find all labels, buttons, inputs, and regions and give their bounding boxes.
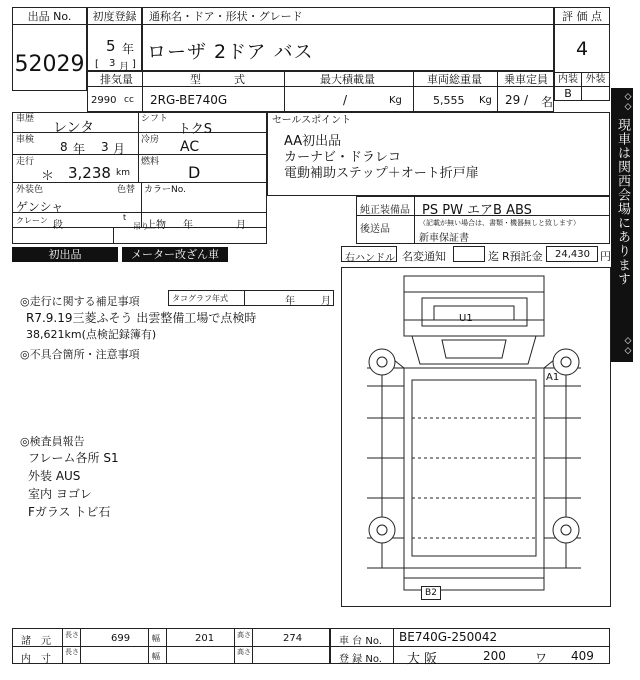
registration-kana: ワ — [535, 651, 548, 665]
color-change-label: 色替 — [117, 185, 136, 195]
sales-point-box — [267, 112, 610, 196]
month-unit: 月 — [119, 62, 129, 73]
year-unit: 年 — [122, 42, 135, 56]
r-estimate-unit: 円 — [600, 250, 611, 263]
inspector-line-2: 外装 AUS — [28, 469, 81, 483]
driving-line-1: R7.9.19三菱ふそう 出雲整備工場で点検時 — [26, 311, 257, 325]
gross-weight-value: 5,555 — [433, 94, 465, 107]
type-code: 2RG-BE740G — [150, 93, 228, 107]
capacity-sep: / — [524, 93, 529, 107]
inspection-month: 3 — [101, 140, 109, 154]
bus-outline-svg — [342, 268, 610, 606]
history-label: 車歴 — [16, 114, 35, 124]
footer-dims — [12, 628, 330, 664]
max-load-unit: Kg — [389, 95, 402, 106]
length-label: 長さ — [65, 631, 79, 639]
rhd-label: 右ハンドル — [345, 253, 395, 264]
inner-height-label: 高さ — [237, 648, 251, 656]
venue-banner — [611, 88, 633, 362]
deck-label: 上物 — [146, 220, 166, 231]
capacity-value: 29 — [505, 93, 521, 107]
max-load-value: / — [343, 93, 348, 107]
odometer-tampered-badge: メーター改ざん車 — [122, 247, 228, 262]
venue-banner-bottom: ◇◇ — [611, 336, 633, 356]
name-change-label: 名変通知 — [402, 250, 446, 263]
venue-banner-top: ◇◇ — [611, 92, 633, 112]
first-reg-label: 初度登録 — [88, 8, 141, 25]
sales-line-1: AA初出品 — [284, 134, 342, 149]
damage-mark-a1: A1 — [546, 372, 560, 383]
color-label: 外装色 — [16, 185, 44, 195]
type-label: 型 式 — [190, 73, 245, 86]
accessories-value: 新車保証書 — [419, 233, 469, 244]
vehicle-diagram — [341, 267, 611, 607]
history-block — [12, 112, 267, 244]
lot-box — [12, 7, 87, 91]
inspector-line-1: フレーム各所 S1 — [28, 451, 119, 465]
inspector-line-3: 室内 ヨゴレ — [28, 487, 92, 501]
accessories-note: （記載が無い場合は、書類・機器無しと致します） — [419, 219, 580, 227]
registration-label: 登 録 No. — [339, 654, 382, 665]
crane-ton-unit: t — [123, 213, 127, 222]
inspector-line-4: Fガラス トビ石 — [28, 505, 111, 519]
lot-number: 52029 — [14, 52, 85, 77]
until-label: 迄 — [488, 250, 499, 263]
model-label: 通称名・ドア・形状・グレード — [143, 8, 553, 25]
first-reg-year: 5 — [106, 37, 116, 55]
history-value: レンタ — [53, 120, 95, 136]
ac-label: 冷房 — [141, 135, 160, 145]
inner-dims-label: 内 寸 — [21, 654, 51, 665]
accessories-label: 後送品 — [360, 224, 390, 235]
driving-line-2: 38,621km(点検記録簿有) — [26, 328, 157, 341]
mileage-unit: km — [116, 168, 130, 178]
interior-label: 内装 — [555, 72, 582, 86]
fuel-label: 燃料 — [141, 157, 160, 167]
width-label: 幅 — [152, 634, 160, 643]
width-value: 201 — [195, 633, 215, 644]
tachograph-label: タコグラフ年式 — [172, 294, 228, 303]
score-label: 評 価 点 — [555, 8, 609, 25]
equipment-box — [356, 196, 610, 244]
tachograph-month-unit: 月 — [321, 296, 331, 307]
model-box — [142, 7, 554, 71]
color-no-label: カラーNo. — [144, 185, 186, 195]
r-estimate-label: R預託金 — [502, 250, 543, 263]
r-estimate-value: 24,430 — [555, 249, 590, 260]
gross-weight-unit: Kg — [479, 95, 492, 106]
shift-label: シフト — [141, 114, 169, 124]
inner-width-label: 幅 — [152, 652, 160, 661]
chassis-label: 車 台 No. — [339, 636, 382, 647]
footer-reg — [330, 628, 610, 667]
inspection-label: 車検 — [16, 135, 35, 145]
first-reg-month: 3 — [109, 58, 116, 69]
lot-label: 出品 No. — [13, 8, 86, 25]
mileage-label: 走行 — [16, 157, 35, 167]
deck-month-unit: 月 — [236, 220, 246, 231]
tachograph-year-unit: 年 — [285, 296, 295, 307]
dims-label: 諸 元 — [21, 636, 51, 647]
mileage-value: 3,238 — [68, 164, 111, 182]
shift-value: トクS — [178, 122, 212, 137]
capacity-label: 乗車定員 — [504, 73, 548, 86]
length-value: 699 — [111, 633, 131, 644]
model-name: ローザ 2ドア バス — [147, 41, 314, 63]
displacement-label: 排気量 — [100, 73, 133, 86]
capacity-unit: 名 — [541, 95, 554, 109]
chassis-value: BE740G-250042 — [399, 630, 498, 644]
height-label: 高さ — [237, 631, 251, 639]
ac-value: AC — [180, 139, 200, 155]
venue-banner-text: 現車は関西会場にあります — [611, 118, 633, 286]
equipment-label: 純正装備品 — [360, 205, 410, 216]
fuel-value: D — [188, 163, 201, 182]
mileage-mark: ＊ — [41, 169, 55, 184]
first-listing-badge: 初出品 — [12, 247, 118, 262]
registration-number: 409 — [571, 649, 594, 663]
displacement-value: 2990 — [91, 95, 117, 106]
inner-length-label: 長さ — [65, 648, 79, 656]
inspection-year: 8 — [60, 140, 68, 154]
score-box — [554, 7, 610, 101]
crane-label: クレーン — [16, 216, 48, 225]
tachograph-box — [168, 290, 334, 306]
damage-mark-u1: U1 — [459, 313, 473, 324]
crane-hang-unit: 吊り — [133, 222, 149, 231]
sales-line-3: 電動補助ステップ＋オート折戸扉 — [284, 166, 479, 181]
height-value: 274 — [283, 633, 303, 644]
first-reg-box: 初度登録 5 年 [ 3 月 ] — [87, 7, 142, 71]
inspector-label: ◎検査員報告 — [20, 435, 85, 448]
defects-label: ◎不具合箇所・注意事項 — [20, 348, 140, 361]
sales-point-label: セールスポイント — [272, 115, 352, 126]
score-value: 4 — [575, 38, 589, 60]
specs-row — [87, 71, 554, 112]
registration-area: 大 阪 — [407, 652, 438, 667]
rhd-box — [341, 246, 397, 262]
registration-class: 200 — [483, 649, 506, 663]
interior-grade: B — [555, 86, 582, 100]
r-estimate-field — [546, 246, 598, 262]
gross-weight-label: 車両総重量 — [427, 73, 482, 86]
sales-line-2: カーナビ・ドラレコ — [284, 150, 402, 165]
crane-step-unit: 段 — [53, 220, 63, 231]
exterior-grade — [582, 86, 609, 100]
name-change-field — [453, 246, 485, 262]
max-load-label: 最大積載量 — [320, 73, 375, 86]
inspection-year-unit: 年 — [73, 142, 86, 156]
equipment-value: PS PW エアB ABS — [422, 203, 532, 218]
deck-year-unit: 年 — [183, 220, 193, 231]
inspection-month-unit: 月 — [113, 142, 126, 156]
color-value: ゲンシャ — [16, 200, 64, 214]
displacement-unit: cc — [124, 95, 134, 105]
driving-notes-label: ◎走行に関する補足事項 — [20, 295, 140, 308]
damage-mark-b2: B2 — [421, 586, 441, 600]
exterior-label: 外装 — [582, 72, 609, 86]
